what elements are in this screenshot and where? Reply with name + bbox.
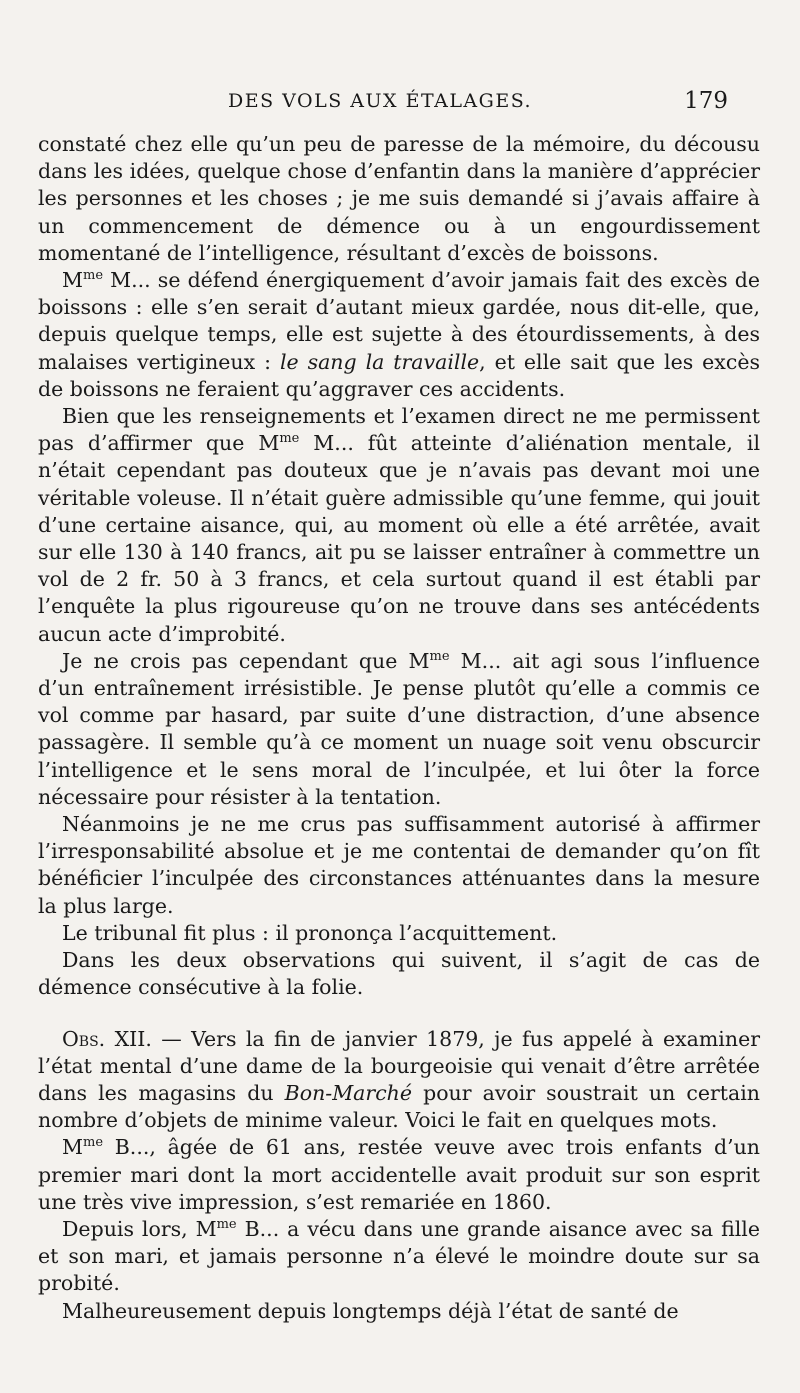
page-number: 179 (684, 88, 728, 114)
text-run: Le tribunal fit plus : il prononça l’acquittement. (62, 920, 558, 945)
observation-label: Obs. XII. (62, 1026, 152, 1051)
text-run: constaté chez elle qu’un peu de paresse de la mémoire, du décousu dans les idées, quelque chose d’enfantin dans la manière d’apprécier les personnes et les choses ; je me suis demandé si j’avais affaire à un commencement de démence ou à un engourdissement momentané de l’intelligence, résultant d’excès de boissons. (38, 132, 760, 265)
paragraph (38, 648, 760, 811)
paragraph (38, 1026, 760, 1135)
italic-text: le sang la travaille (279, 349, 480, 374)
text-run: Je ne crois pas cependant que M (62, 648, 430, 673)
text-run: Dans les deux observations qui suivent, il s’agit de cas de démence consécutive à la folie. (38, 948, 760, 1000)
text-run: Bien que les renseignements et l’examen direct ne me permissent pas d’affirmer que M (38, 404, 760, 456)
superscript: me (279, 431, 300, 447)
paragraph (38, 267, 760, 403)
paragraph (38, 947, 760, 1001)
text-run: Malheureusement depuis longtemps déjà l’état de santé de (62, 1298, 679, 1323)
paragraph (38, 1298, 760, 1325)
paragraph (38, 920, 760, 947)
paragraph (38, 1134, 760, 1216)
superscript: me (216, 1217, 237, 1233)
superscript: me (83, 268, 104, 284)
text-run: Néanmoins je ne me crus pas suffisamment autorisé à affirmer l’irresponsabilité absolue et je me contentai de demander qu’on fît bénéficier l’inculpée des circonstances atténuantes dans la mesure la plus large. (38, 812, 760, 918)
italic-text: Bon-Marché (284, 1080, 413, 1105)
text-run: — Vers la fin de janvier 1879, je fus appelé à examiner l’état mental d’une dame de la bourgeoisie qui venait d’être arrêtée dans les magasins du (38, 1026, 761, 1105)
text-run: Depuis lors, M (62, 1216, 217, 1241)
text-run: B... a vécu dans une grande aisance avec sa fille et son mari, et jamais personne n’a élevé le moindre doute sur sa probité. (38, 1216, 760, 1296)
paragraph (38, 811, 760, 920)
text-run: M... fût atteinte d’aliénation mentale, il n’était cependant pas douteux que je n’avais pas devant moi une véritable voleuse. Il n’était guère admissible qu’une femme, qui jouit d’une certaine aisance, qui, au moment où elle a été arrêtée, avait sur elle 130 à 140 francs, ait pu se laisser entraîner à commettre un vol de 2 fr. 50 à 3 francs, et cela surtout quand il est établi par l’enquête la plus rigoureuse qu’on ne trouve dans ses antécédents aucun acte d’improbité. (38, 431, 761, 646)
paragraph (38, 131, 760, 267)
paragraph (38, 1216, 760, 1298)
text-run: M (62, 1135, 83, 1160)
superscript: me (429, 649, 450, 665)
text-run: M... ait agi sous l’influence d’un entraînement irrésistible. Je pense plutôt qu’elle a commis ce vol comme par hasard, par suite d’une distraction, d’une absence passagère. Il semble qu’à ce moment un nuage soit venu obscurcir l’intelligence et le sens moral de l’inculpée, et lui ôter la force nécessaire pour résister à la tentation. (38, 648, 761, 809)
text-run: B..., âgée de 61 ans, restée veuve avec trois enfants d’un premier mari dont la mort accidentelle avait produit sur son esprit une très vive impression, s’est remariée en 1860. (38, 1135, 760, 1214)
text-run: pour avoir soustrait un certain nombre d’objets de minime valeur. Voici le fait en quelques mots. (38, 1080, 760, 1133)
superscript: me (83, 1135, 104, 1151)
running-title: DES VOLS AUX ÉTALAGES. (228, 90, 533, 112)
text-run: M... se défend énergiquement d’avoir jamais fait des excès de boissons : elle s’en serait d’autant mieux gardée, nous dit-elle, que, depuis quelque temps, elle est sujette à des étourdissements, à des malaises vertigineux : (38, 268, 760, 374)
page-header (38, 88, 728, 122)
body-text (38, 131, 760, 1325)
paragraph (38, 403, 760, 648)
text-run: M (62, 268, 83, 293)
text-run: , et elle sait que les excès de boissons ne feraient qu’aggraver ces accidents. (38, 349, 760, 401)
